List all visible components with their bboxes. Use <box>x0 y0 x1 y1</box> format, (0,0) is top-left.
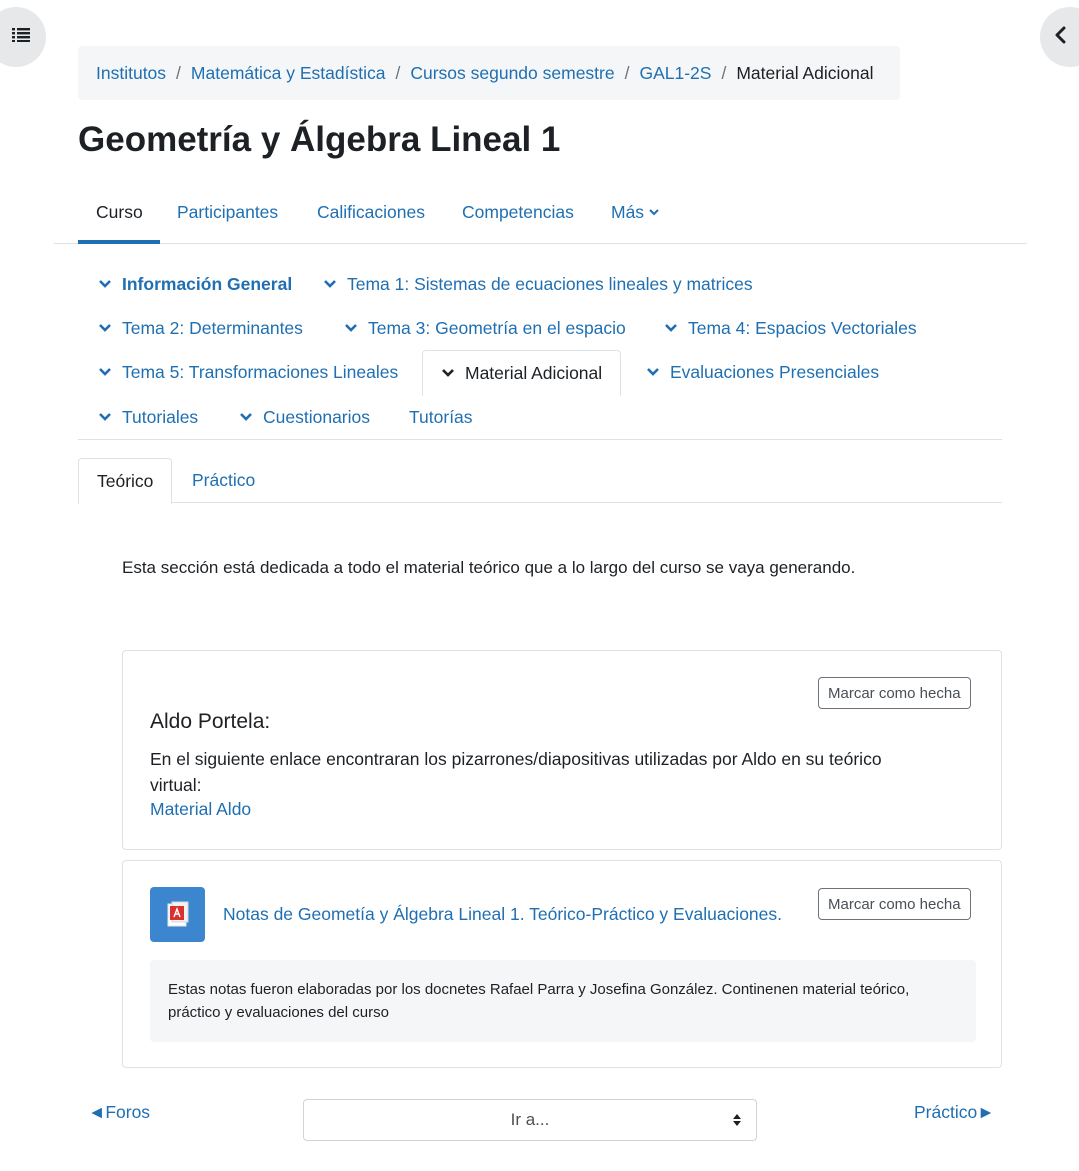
jump-to-label: Ir a... <box>510 1110 550 1129</box>
breadcrumb-separator: / <box>395 62 401 83</box>
card-title: Aldo Portela: <box>150 710 271 733</box>
jump-to-select[interactable] <box>303 1099 757 1141</box>
section-tab-evaluaciones[interactable] <box>646 350 879 394</box>
chevron-down-icon <box>323 279 337 289</box>
chevron-down-icon <box>664 323 678 333</box>
section-tab-tema-4[interactable] <box>664 306 917 350</box>
breadcrumb-separator: / <box>721 62 727 83</box>
section-tab-label: Tema 1: Sistemas de ecuaciones lineales y matrices <box>347 273 753 294</box>
tab-competencias[interactable]: Competencias <box>462 201 574 222</box>
section-tab-label: Tema 4: Espacios Vectoriales <box>688 317 917 338</box>
chevron-down-icon <box>649 208 659 216</box>
breadcrumb-separator: / <box>624 62 630 83</box>
chevron-down-icon <box>98 367 112 377</box>
sub-tabs <box>78 458 1002 503</box>
chevron-down-icon <box>646 367 660 377</box>
prev-activity-link[interactable]: ◄Foros <box>88 1102 151 1122</box>
section-tab-label: Información General <box>122 273 293 294</box>
chevron-left-icon <box>1054 26 1066 49</box>
tab-mas-label: Más <box>611 201 645 222</box>
breadcrumb-item-institutos[interactable]: Institutos <box>96 62 167 83</box>
section-tab-label: Tutoriales <box>122 406 199 427</box>
section-tab-tema-2[interactable] <box>98 306 303 350</box>
sort-arrows-icon <box>732 1112 742 1133</box>
activity-card-notas <box>122 860 1002 1068</box>
notas-resource-link[interactable]: Notas de Geometía y Álgebra Lineal 1. Teórico-Práctico y Evaluaciones. <box>223 904 783 924</box>
chevron-down-icon <box>239 412 253 422</box>
subtab-practico[interactable]: Práctico <box>192 470 256 490</box>
breadcrumb-current: Material Adicional <box>736 62 874 83</box>
subtab-teorico[interactable]: Teórico <box>78 458 172 504</box>
pdf-icon[interactable] <box>150 887 205 942</box>
section-tab-material-adicional[interactable] <box>422 350 621 396</box>
section-tab-label: Material Adicional <box>465 362 603 383</box>
section-tab-label: Tema 2: Determinantes <box>122 317 303 338</box>
card-text: En el siguiente enlace encontraran los pizarrones/diapositivas utilizadas por Aldo en su teórico virtual: <box>150 749 882 795</box>
section-tab-label: Cuestionarios <box>263 406 370 427</box>
tab-curso[interactable]: Curso <box>96 201 143 222</box>
section-tab-tema-5[interactable] <box>98 350 398 394</box>
section-tab-tema-1[interactable] <box>323 262 753 306</box>
active-tab-indicator <box>78 240 160 244</box>
section-tab-label: Tema 5: Transformaciones Lineales <box>122 361 399 382</box>
breadcrumb-item-gal1[interactable]: GAL1-2S <box>639 62 712 83</box>
section-tab-tutorias[interactable]: Tutorías <box>409 406 473 427</box>
resource-description: Estas notas fueron elaboradas por los docnetes Rafael Parra y Josefina González. Continenen material teórico, práctico y evaluaciones del curso <box>150 960 976 1042</box>
block-drawer-toggle[interactable] <box>1040 7 1079 67</box>
section-tab-informacion-general[interactable] <box>98 262 292 306</box>
page-title: Geometría y Álgebra Lineal 1 <box>78 120 561 159</box>
tab-mas[interactable] <box>611 180 659 244</box>
chevron-down-icon <box>98 412 112 422</box>
tab-calificaciones[interactable]: Calificaciones <box>317 201 425 222</box>
mark-done-button[interactable]: Marcar como hecha <box>818 888 971 920</box>
section-tab-cuestionarios[interactable] <box>239 395 370 439</box>
mark-done-button[interactable]: Marcar como hecha <box>818 677 971 709</box>
tab-participantes[interactable]: Participantes <box>177 201 279 222</box>
chevron-down-icon <box>98 279 112 289</box>
next-activity-link[interactable]: Práctico► <box>914 1102 995 1122</box>
activity-card-aldo <box>122 650 1002 850</box>
list-icon <box>12 28 30 47</box>
course-nav <box>54 180 1027 244</box>
breadcrumb <box>78 46 900 100</box>
material-aldo-link[interactable]: Material Aldo <box>150 799 252 819</box>
section-tab-tutoriales[interactable] <box>98 395 198 439</box>
breadcrumb-separator: / <box>176 62 181 83</box>
chevron-down-icon <box>344 323 358 333</box>
course-index-toggle[interactable] <box>0 7 46 67</box>
section-summary: Esta sección está dedicada a todo el material teórico que a lo largo del curso se vaya generando. <box>122 558 856 577</box>
chevron-down-icon <box>441 368 455 378</box>
breadcrumb-item-matematica[interactable]: Matemática y Estadística <box>190 62 386 83</box>
section-tab-tema-3[interactable] <box>344 306 626 350</box>
section-tab-label: Evaluaciones Presenciales <box>670 361 880 382</box>
chevron-down-icon <box>98 323 112 333</box>
breadcrumb-item-cursos[interactable]: Cursos segundo semestre <box>410 62 615 83</box>
section-tabs <box>78 262 1002 440</box>
section-tab-label: Tema 3: Geometría en el espacio <box>368 317 626 338</box>
